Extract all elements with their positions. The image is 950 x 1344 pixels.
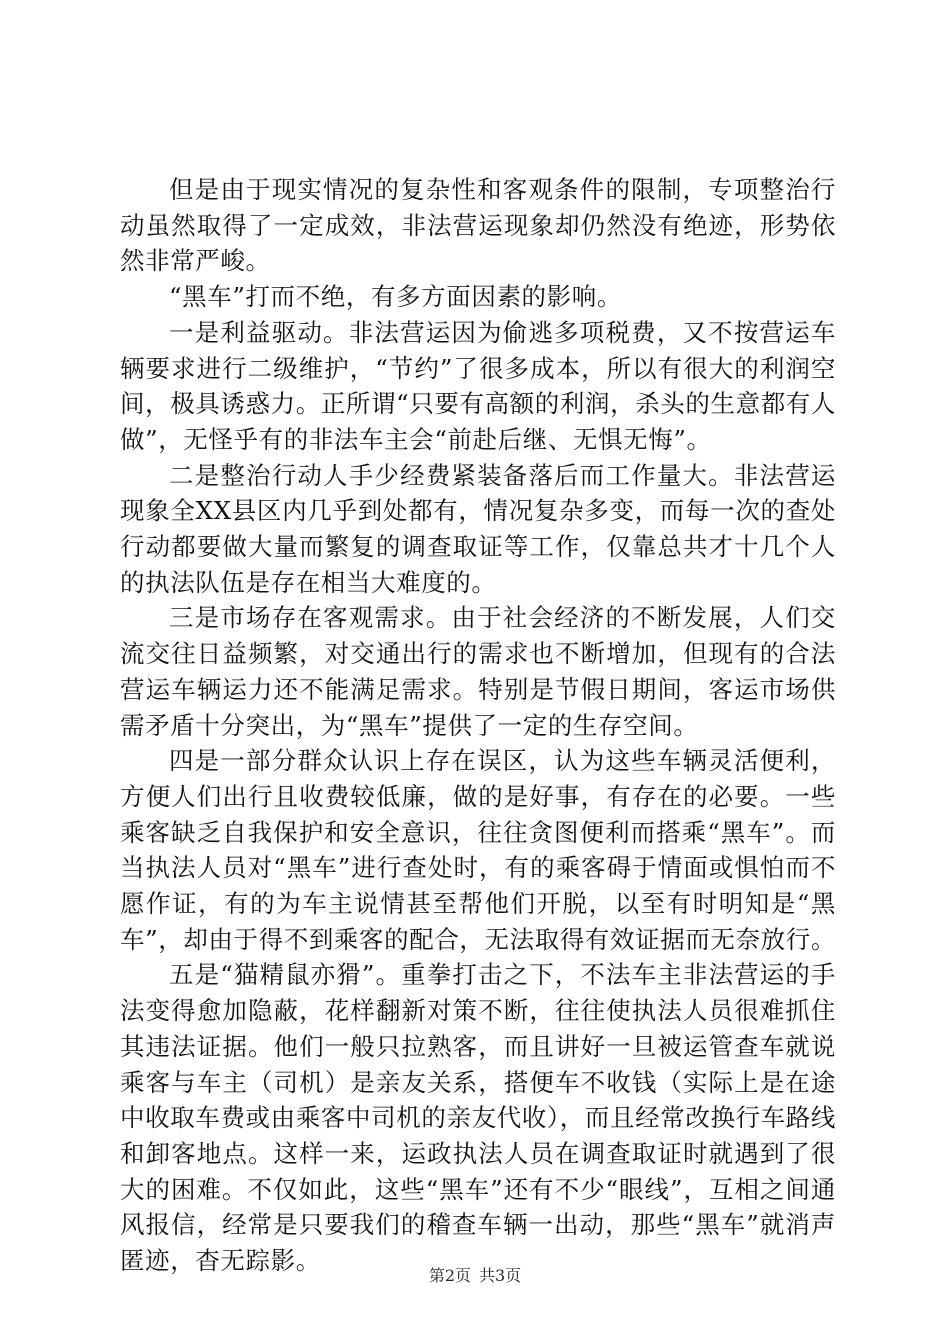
document-body: [120, 172, 836, 1279]
paragraph-reason-2: 二是整治行动人手少经费紧装备落后而工作量大。非法营运现象全XX县区内几乎到处都有，情况复杂多变，而每一次的查处行动都要做大量而繁复的调查取证等工作，仅靠总共才十几个人的执法队伍是存在相当大难度的。: [120, 460, 836, 597]
paragraph-reason-4: 四是一部分群众认识上存在误区，认为这些车辆灵活便利，方便人们出行且收费较低廉，做的是好事，有存在的必要。一些乘客缺乏自我保护和安全意识，往往贪图便利而搭乘“黑车”。而当执法人员对“黑车”进行查处时，有的乘客碍于情面或惧怕而不愿作证，有的为车主说情甚至帮他们开脱，以至有时明知是“黑车”，却由于得不到乘客的配合，无法取得有效证据而无奈放行。: [120, 746, 836, 954]
paragraph-intro: 但是由于现实情况的复杂性和客观条件的限制，专项整治行动虽然取得了一定成效，非法营运现象却仍然没有绝迹，形势依然非常严峻。: [120, 175, 836, 276]
page-footer: [0, 1266, 950, 1286]
page-total: 共3页: [479, 1266, 522, 1285]
paragraph-reason-1: 一是利益驱动。非法营运因为偷逃多项税费，又不按营运车辆要求进行二级维护，“节约”了很多成本，所以有很大的利润空间，极具诱惑力。正所谓“只要有高额的利润，杀头的生意都有人做”，无怪乎有的非法车主会“前赴后继、无惧无悔”。: [120, 317, 836, 454]
paragraph-reason-5: 五是“猫精鼠亦猾”。重拳打击之下，不法车主非法营运的手法变得愈加隐蔽，花样翻新对策不断，往往使执法人员很难抓住其违法证据。他们一般只拉熟客，而且讲好一旦被运管查车就说乘客与车主（司机）是亲友关系，搭便车不收钱（实际上是在途中收取车费或由乘客中司机的亲友代收），而且经常改换行车路线和卸客地点。这样一来，运政执法人员在调查取证时就遇到了很大的困难。不仅如此，这些“黑车”还有不少“眼线”，互相之间通风报信，经常是只要我们的稽查车辆一出动，那些“黑车”就消声匿迹，杳无踪影。: [120, 960, 836, 1276]
page-number: 第2页: [428, 1266, 471, 1285]
paragraph-reason-3: 三是市场存在客观需求。由于社会经济的不断发展，人们交流交往日益频繁，对交通出行的需求也不断增加，但现有的合法营运车辆运力还不能满足需求。特别是节假日期间，客运市场供需矛盾十分突出，为“黑车”提供了一定的生存空间。: [120, 603, 836, 740]
paragraph-factors: “黑车”打而不绝，有多方面因素的影响。: [169, 282, 622, 312]
